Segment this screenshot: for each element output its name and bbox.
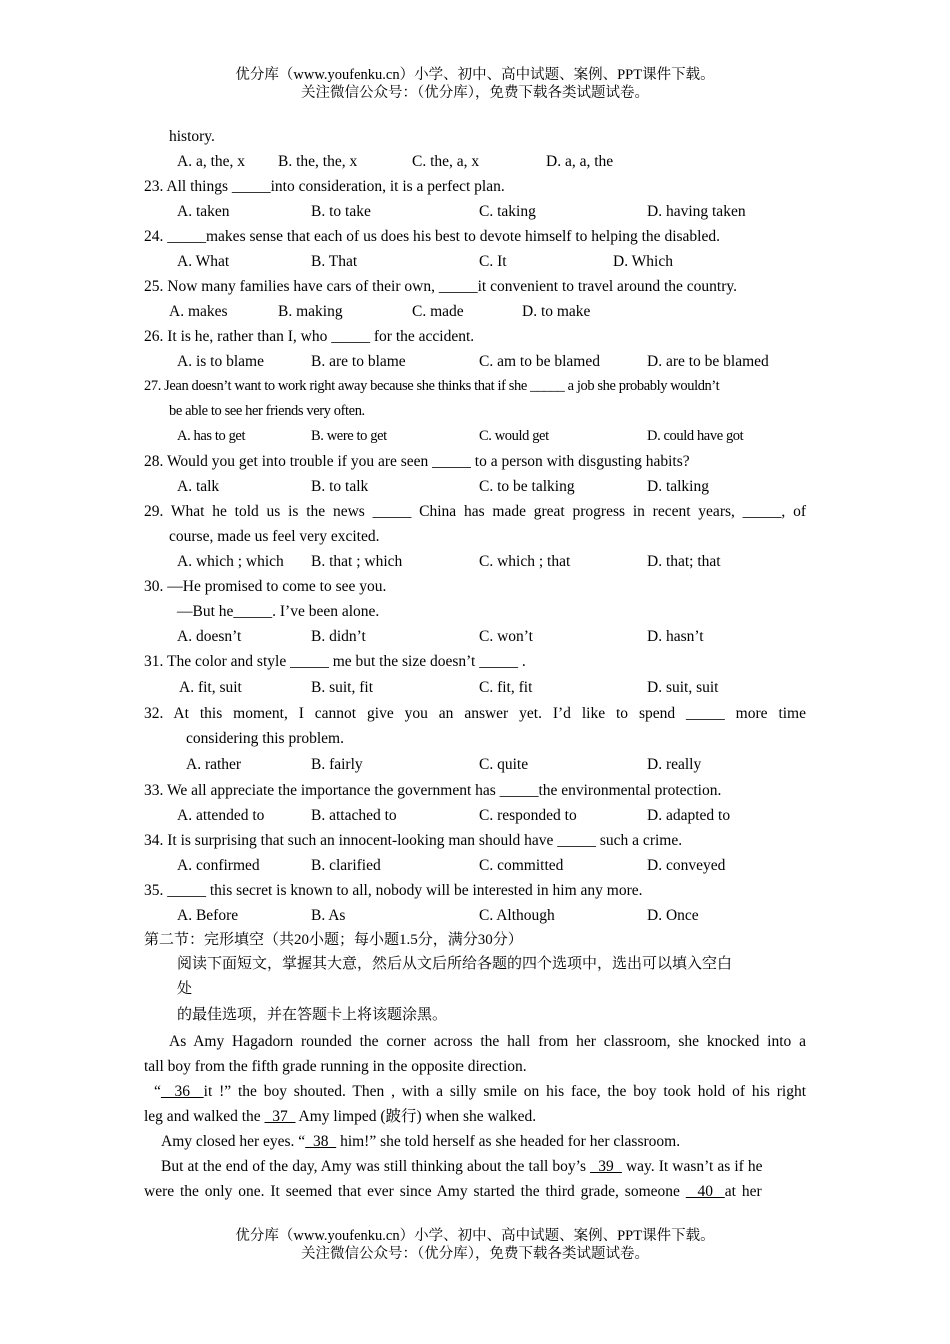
exam-content xyxy=(144,124,806,1204)
cloze-blank-37: 37 xyxy=(264,1108,296,1125)
passage-p2-line-2-pre: leg and walked the xyxy=(144,1108,265,1125)
q32-option-c: C. quite xyxy=(479,756,529,773)
passage-p1-line-2: tall boy from the fifth grade running in the opposite direction. xyxy=(144,1058,527,1075)
q32-option-b: B. fairly xyxy=(311,756,363,773)
q34-option-a: A. confirmed xyxy=(177,857,260,874)
q35-option-c: C. Although xyxy=(479,907,555,924)
passage-p4-line-2-post: at her xyxy=(724,1183,762,1200)
q30-options xyxy=(144,624,806,649)
header-line-2: 关注微信公众号：（优分库），免费下载各类试题试卷。 xyxy=(301,85,649,101)
q22-option-c: C. the, a, x xyxy=(412,153,480,170)
q28-options xyxy=(144,474,806,499)
q23-option-b: B. to take xyxy=(311,203,371,220)
q26-option-c: C. am to be blamed xyxy=(479,353,600,370)
footer-line-1: 优分库（www.youfenku.cn）小学、初中、高中试题、案例、PPT课件下载。 xyxy=(235,1228,715,1244)
q25-option-a: A. makes xyxy=(169,303,228,320)
q22-tail: history. xyxy=(169,128,215,145)
q24-stem: 24. _____makes sense that each of us does his best to devote himself to helping the disabled. xyxy=(144,228,720,245)
cloze-blank-40: 40 xyxy=(685,1183,725,1200)
passage-p3-post: him!” she told herself as she headed for her classroom. xyxy=(336,1133,681,1150)
q23-option-a: A. taken xyxy=(177,203,230,220)
q29-stem-line-2: course, made us feel very excited. xyxy=(169,528,380,545)
q31-option-d: D. suit, suit xyxy=(647,679,719,696)
passage-p2-line-2 xyxy=(144,1104,806,1129)
page-footer xyxy=(0,1227,950,1263)
q33-option-d: D. adapted to xyxy=(647,807,731,824)
passage-p3 xyxy=(144,1129,806,1154)
q32-stem-line-1: 32. At this moment, I cannot give you an answer yet. I’d like to spend _____ more time xyxy=(144,705,806,722)
q26-option-b: B. are to blame xyxy=(311,353,406,370)
q23-stem: 23. All things _____into consideration, it is a perfect plan. xyxy=(144,178,505,195)
passage-p2-line-2-post: Amy limped (跛行) when she walked. xyxy=(295,1108,537,1125)
q27-stem-line-2: be able to see her friends very often. xyxy=(169,403,365,419)
q35-options xyxy=(144,903,806,928)
q33-option-b: B. attached to xyxy=(311,807,397,824)
q25-option-c: C. made xyxy=(412,303,464,320)
q30-option-a: A. doesn’t xyxy=(177,628,242,645)
q30-option-c: C. won’t xyxy=(479,628,533,645)
q29-option-c: C. which ; that xyxy=(479,553,571,570)
q30-stem-line-1: 30. —He promised to come to see you. xyxy=(144,578,387,595)
passage-p4-line-1-pre: But at the end of the day, Amy was still thinking about the tall boy’s xyxy=(161,1158,591,1175)
cloze-blank-36: 36 xyxy=(160,1083,204,1100)
q26-options xyxy=(144,349,806,374)
q26-stem: 26. It is he, rather than I, who _____ for the accident. xyxy=(144,328,475,345)
q32-option-d: D. really xyxy=(647,756,702,773)
q23-option-d: D. having taken xyxy=(647,203,746,220)
footer-line-2: 关注微信公众号：（优分库），免费下载各类试题试卷。 xyxy=(301,1246,649,1262)
q32-options xyxy=(144,752,806,777)
passage-p4-line-2 xyxy=(144,1179,806,1204)
q27-option-c: C. would get xyxy=(479,428,549,444)
q22-option-b: B. the, the, x xyxy=(278,153,358,170)
q31-stem: 31. The color and style _____ me but the size doesn’t _____ . xyxy=(144,653,526,670)
q24-option-a: A. What xyxy=(177,253,230,270)
q28-option-d: D. talking xyxy=(647,478,709,495)
q29-option-b: B. that ; which xyxy=(311,553,403,570)
q33-stem: 33. We all appreciate the importance the government has _____the environmental protection. xyxy=(144,782,722,799)
q24-option-b: B. That xyxy=(311,253,358,270)
q27-option-d: D. could have got xyxy=(647,428,744,444)
q29-option-d: D. that; that xyxy=(647,553,721,570)
q33-option-c: C. responded to xyxy=(479,807,577,824)
passage-p2-line-1-text: it !” the boy shouted. Then , with a silly smile on his face, the boy took hold of his right xyxy=(203,1083,806,1100)
section-2-instruction-3: 的最佳选项，并在答题卡上将该题涂黑。 xyxy=(177,1007,448,1023)
page-header xyxy=(0,66,950,102)
q31-options xyxy=(144,675,806,700)
passage-p4-line-2-pre: were the only one. It seemed that ever since Amy started the third grade, someone xyxy=(144,1183,686,1200)
q25-options xyxy=(144,299,806,324)
q27-option-a: A. has to get xyxy=(177,428,246,444)
q30-option-d: D. hasn’t xyxy=(647,628,704,645)
q29-option-a: A. which ; which xyxy=(177,553,284,570)
q33-options xyxy=(144,803,806,828)
q34-stem: 34. It is surprising that such an innocent-looking man should have _____ such a crime. xyxy=(144,832,683,849)
q22-option-d: D. a, a, the xyxy=(546,153,614,170)
q23-option-c: C. taking xyxy=(479,203,536,220)
q28-option-b: B. to talk xyxy=(311,478,369,495)
q32-option-a: A. rather xyxy=(186,756,242,773)
q30-option-b: B. didn’t xyxy=(311,628,366,645)
q26-option-a: A. is to blame xyxy=(177,353,264,370)
q28-option-a: A. talk xyxy=(177,478,220,495)
q34-options xyxy=(144,853,806,878)
cloze-blank-38: 38 xyxy=(305,1133,337,1150)
q35-option-a: A. Before xyxy=(177,907,239,924)
q29-options xyxy=(144,549,806,574)
q24-option-c: C. It xyxy=(479,253,507,270)
q34-option-d: D. conveyed xyxy=(647,857,726,874)
q25-option-b: B. making xyxy=(278,303,343,320)
passage-p2-line-1 xyxy=(144,1079,806,1104)
q34-option-c: C. committed xyxy=(479,857,564,874)
q30-stem-line-2: —But he_____. I’ve been alone. xyxy=(177,603,380,620)
q35-option-d: D. Once xyxy=(647,907,699,924)
q32-stem-line-2: considering this problem. xyxy=(186,730,344,747)
section-2-title: 第二节：完形填空（共20小题；每小题1.5分，满分30分） xyxy=(144,932,523,948)
q31-option-c: C. fit, fit xyxy=(479,679,533,696)
q23-options xyxy=(144,199,806,224)
q27-stem-line-1: 27. Jean doesn’t want to work right away because she thinks that if she _____ a job she probably wouldn’t xyxy=(144,378,720,394)
q29-stem-line-1: 29. What he told us is the news _____ China has made great progress in recent years, _____, of xyxy=(144,503,806,520)
section-2-instruction-2: 处 xyxy=(177,981,193,997)
cloze-blank-39: 39 xyxy=(590,1158,622,1175)
q35-option-b: B. As xyxy=(311,907,346,924)
q31-option-b: B. suit, fit xyxy=(311,679,374,696)
q22-option-a: A. a, the, x xyxy=(177,153,246,170)
q24-option-d: D. Which xyxy=(613,253,673,270)
q26-option-d: D. are to be blamed xyxy=(647,353,769,370)
q22-options xyxy=(144,149,806,174)
q33-option-a: A. attended to xyxy=(177,807,265,824)
q35-stem: 35. _____ this secret is known to all, nobody will be interested in him any more. xyxy=(144,882,643,899)
q28-option-c: C. to be talking xyxy=(479,478,575,495)
q34-option-b: B. clarified xyxy=(311,857,381,874)
passage-p4-line-1 xyxy=(144,1154,806,1179)
q27-options xyxy=(144,424,806,449)
passage-p1-line-1: As Amy Hagadorn rounded the corner across the hall from her classroom, she knocked into a xyxy=(169,1033,806,1050)
q25-stem: 25. Now many families have cars of their own, _____it convenient to travel around the country. xyxy=(144,278,737,295)
q28-stem: 28. Would you get into trouble if you are seen _____ to a person with disgusting habits? xyxy=(144,453,690,470)
q27-option-b: B. were to get xyxy=(311,428,387,444)
section-2-instruction-1: 阅读下面短文，掌握其大意，然后从文后所给各题的四个选项中，选出可以填入空白 xyxy=(177,956,733,972)
passage-open-quote: “ xyxy=(154,1083,161,1100)
passage-p3-pre: Amy closed her eyes. “ xyxy=(161,1133,306,1150)
header-line-1: 优分库（www.youfenku.cn）小学、初中、高中试题、案例、PPT课件下载。 xyxy=(235,67,715,83)
q24-options xyxy=(144,249,806,274)
passage-p4-line-1-post: way. It wasn’t as if he xyxy=(621,1158,763,1175)
q31-option-a: A. fit, suit xyxy=(179,679,242,696)
q25-option-d: D. to make xyxy=(522,303,591,320)
